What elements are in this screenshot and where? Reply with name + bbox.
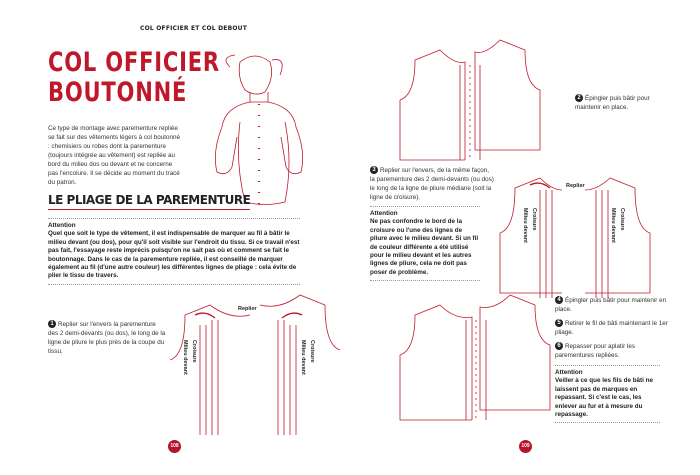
attention-1-label: Attention	[48, 222, 76, 229]
step-1	[48, 320, 166, 356]
step-number: 3	[370, 166, 378, 174]
croisure-label: Croisure	[191, 340, 197, 363]
attention-2-text: Ne pas confondre le bord de la croisure ou l'une des lignes de pliure avec le milieu devant. Si un fil de couleur différente a été utilisé pour le milieu devant et les autres lignes de pliure, cela ne doit pas poser de problème.	[370, 218, 479, 276]
attention-box-3	[555, 365, 660, 423]
step-number: 4	[555, 296, 563, 304]
step-text: Repasser pour aplatir les parementures repliées.	[555, 343, 636, 359]
croisure-label: Croisure	[531, 208, 537, 231]
attention-box-2	[370, 206, 480, 281]
attention-3-label: Attention	[555, 369, 583, 376]
attention-1-text: Quel que soit le type de vêtement, il est indispensable de marquer au fil à bâtir le milieu devant (ou dos), pour qu'il soit visible sur l'endroit du tissu. Si ce travail n'est pas fait, l'essayage reste imprécis puisqu'on ne sait pas où et comment se fait le boutonnage. Dans le cas de la parementure repliée, il est conseillé de marquer également au fil (d'une autre couleur) les différentes lignes de pliage : cela évite de plier le tissu de travers.	[48, 230, 300, 280]
step-number: 5	[555, 319, 563, 327]
milieu-label: Milieu devant	[610, 208, 616, 243]
page-title	[48, 48, 220, 108]
title-line-2: BOUTONNÉ	[48, 77, 188, 108]
steps-4-6-column	[555, 296, 680, 423]
diagram-step-2	[400, 50, 540, 160]
step-3-column	[370, 166, 495, 281]
diagram-step-1	[170, 300, 340, 435]
croisure-label: Croisure	[619, 208, 625, 231]
milieu-label: Milieu devant	[522, 208, 528, 243]
attention-2-label: Attention	[370, 210, 398, 217]
attention-3-text: Veiller à ce que les fils de bâti ne laissent pas de marques en repassant. Si c'est le cas, les enlever au fur et à mesure du repassage.	[555, 377, 653, 419]
left-text-column	[48, 124, 300, 285]
croisure-label: Croisure	[309, 340, 315, 363]
milieu-label: Milieu devant	[300, 340, 306, 375]
page-number-right: 109	[519, 440, 532, 453]
page-number-left: 108	[168, 440, 181, 453]
running-header: COL OFFICIER ET COL DEBOUT	[140, 25, 248, 32]
fold-label: Replier	[238, 306, 257, 312]
step-number: 6	[555, 342, 563, 350]
step-2	[575, 94, 675, 112]
step-text: Épingler puis bâtir pour maintenir en place.	[555, 297, 667, 313]
diagram-step-3	[500, 178, 660, 298]
intro-paragraph: Ce type de montage avec parementure repliée se fait sur des vêtements légers à col boutonné : chemisiers ou robes dont la parementure (toujours intégrée au vêtement) est repliée au bord du milieu dos ou devant et ne concerne pas l'encolure. Il se décide au moment du tracé du patron.	[48, 125, 180, 186]
step-4	[555, 296, 675, 314]
step-3	[370, 166, 495, 202]
fold-label: Replier	[566, 183, 585, 189]
diagram-step-4	[400, 305, 550, 420]
attention-box-1	[48, 218, 300, 285]
section-heading: LE PLIAGE DE LA PAREMENTURE	[48, 193, 250, 210]
step-6	[555, 342, 675, 360]
step-text: Retirer le fil de bâti maintenant le 1er pliage.	[555, 320, 668, 336]
milieu-label: Milieu devant	[182, 340, 188, 375]
step-text: Replier sur l'envers, de la même façon, la parementure des 2 demi-devants (ou dos) le long de la ligne de pliure médiane (soit la ligne de croisure).	[370, 167, 494, 201]
step-number: 2	[575, 94, 583, 102]
step-text: Épingler puis bâtir pour maintenir en place.	[575, 95, 650, 111]
step-number: 1	[48, 320, 56, 328]
title-line-1: COL OFFICIER	[48, 47, 220, 78]
step-5	[555, 319, 675, 337]
step-text: Replier sur l'envers la parementure des 2 demi-devants (ou dos), le long de la ligne de pliure le plus près de la coupe du tissu.	[48, 321, 166, 355]
